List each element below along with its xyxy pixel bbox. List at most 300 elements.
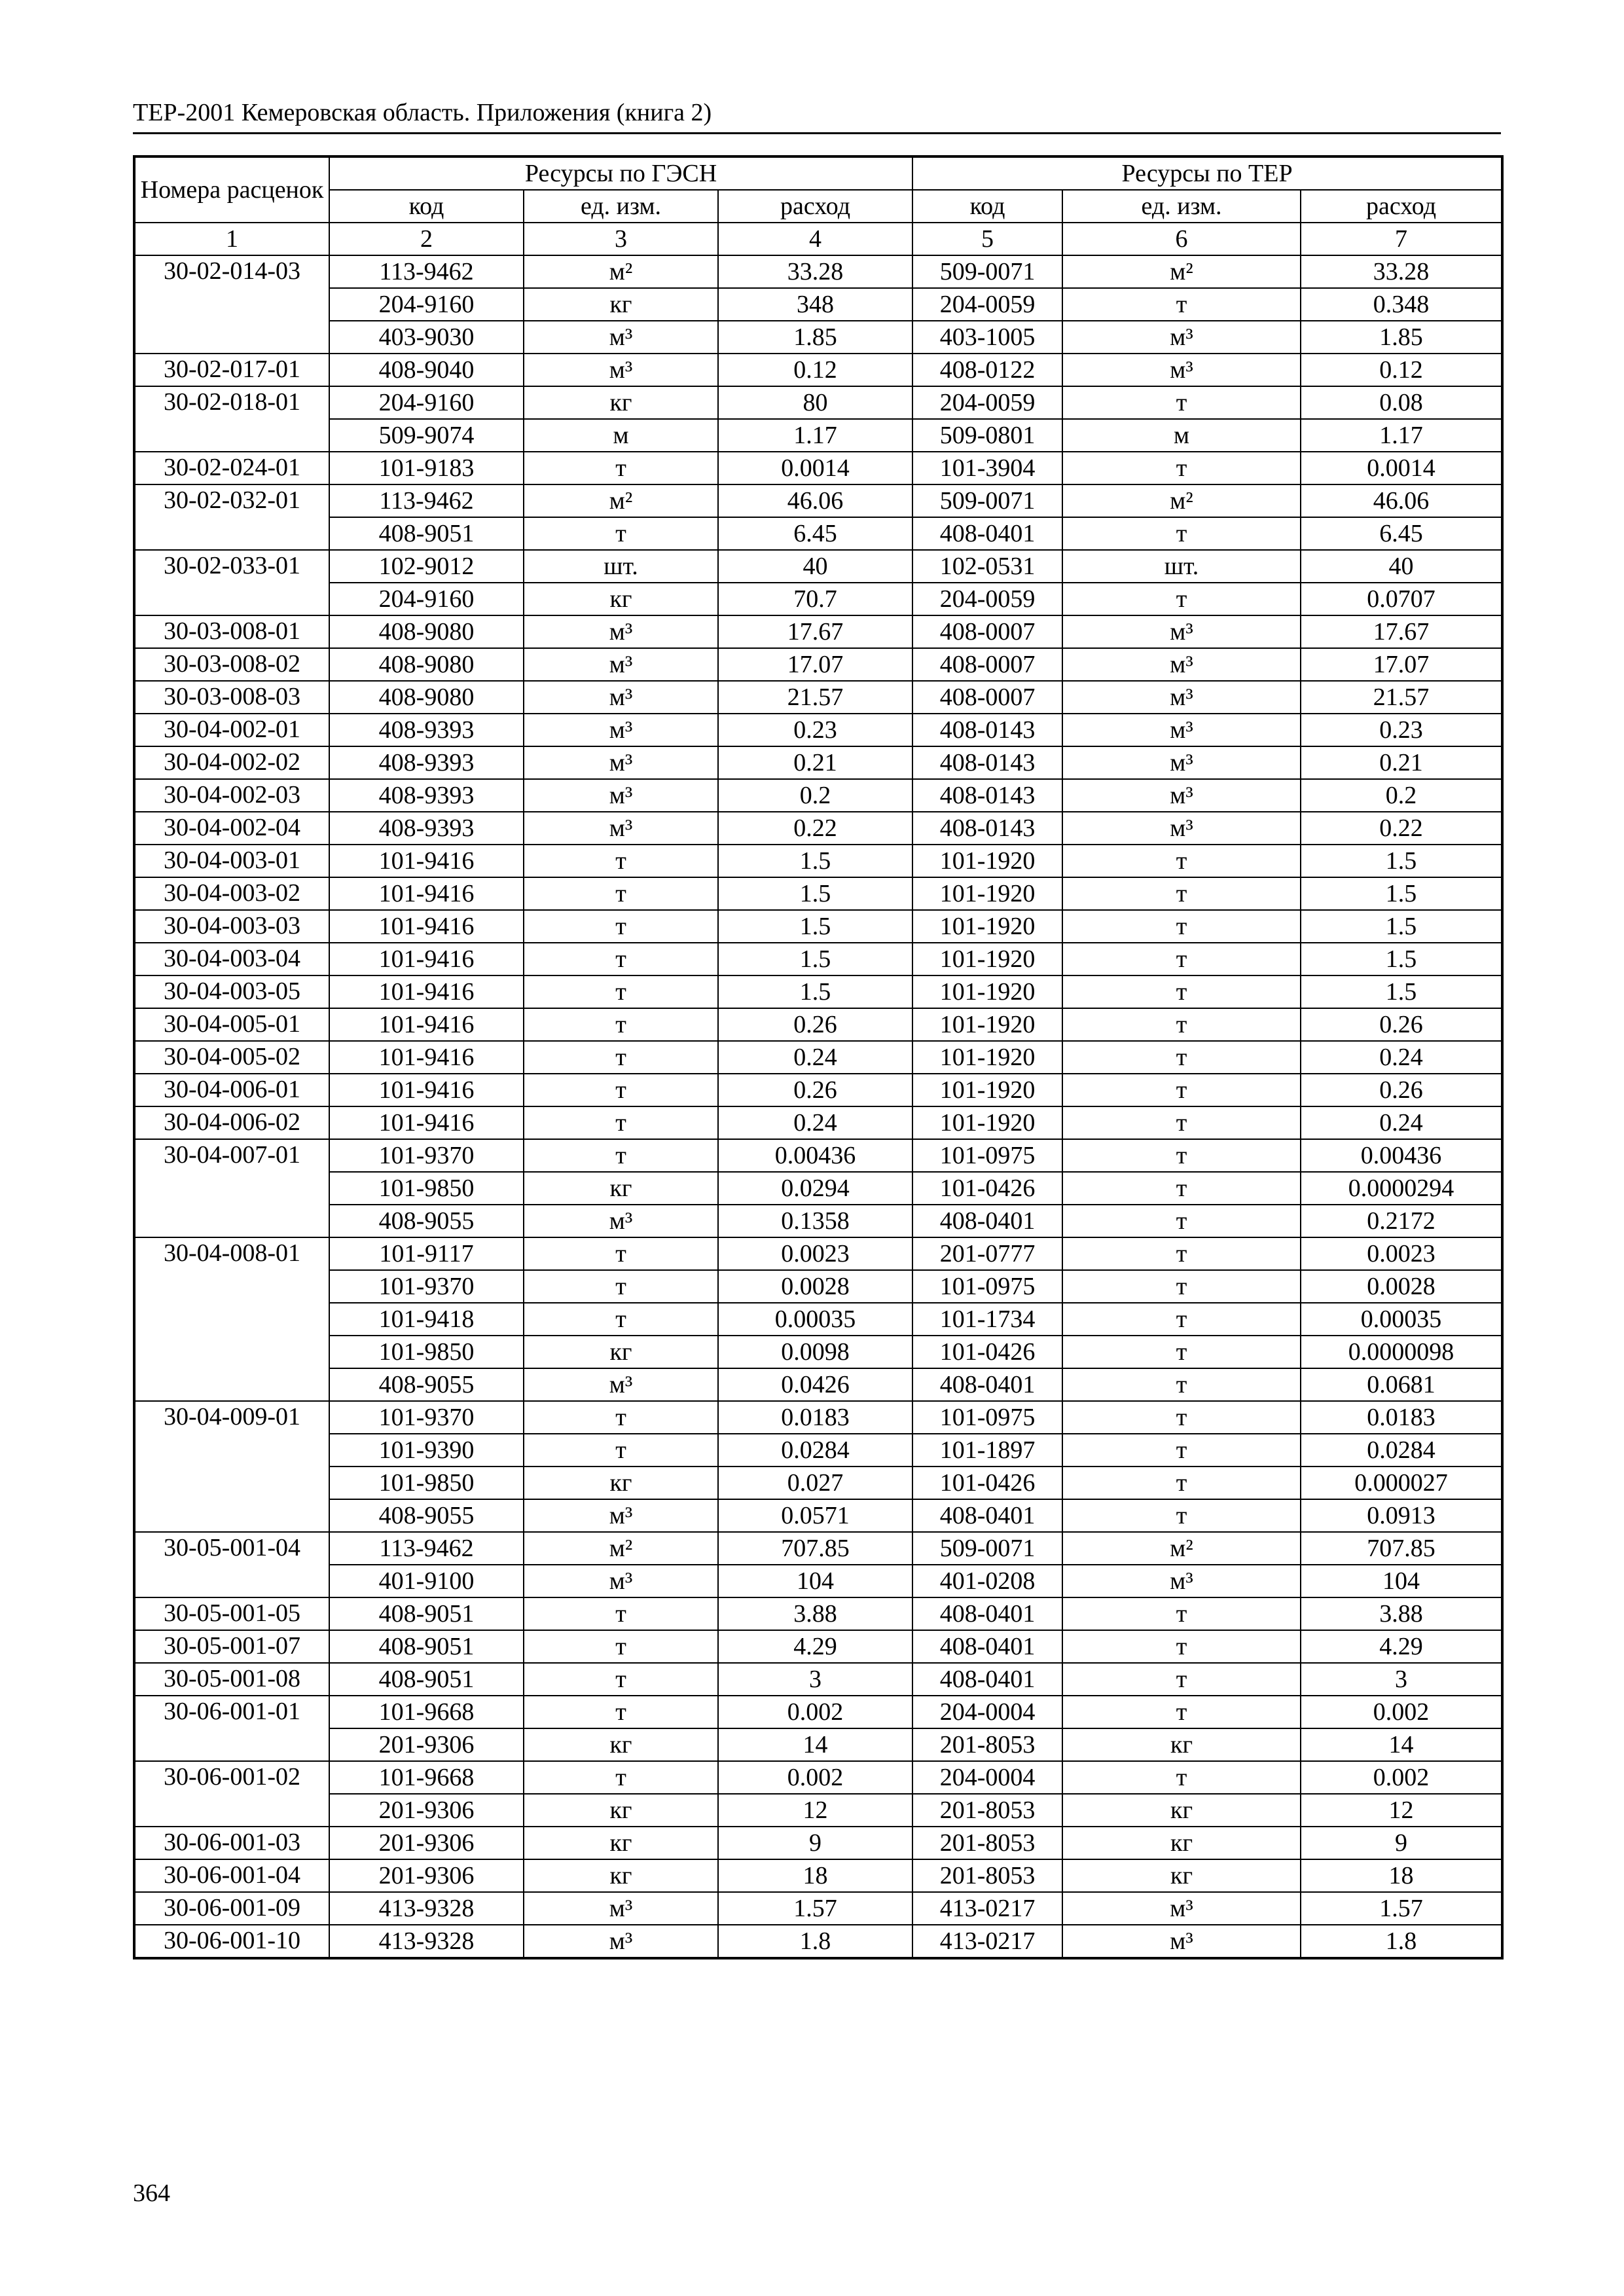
gesn-unit-cell: кг	[524, 1172, 718, 1205]
gesn-usage-cell: 9	[718, 1827, 912, 1859]
table-row	[134, 1467, 1502, 1499]
table-row	[134, 943, 1502, 975]
ter-code-cell: 408-0401	[912, 1597, 1062, 1630]
ter-unit-cell: м³	[1062, 648, 1301, 681]
ter-usage-cell: 46.06	[1301, 484, 1502, 517]
ter-usage-cell: 0.2	[1301, 779, 1502, 812]
ter-code-cell: 204-0004	[912, 1761, 1062, 1794]
ter-code-cell: 413-0217	[912, 1892, 1062, 1925]
ter-unit-cell: кг	[1062, 1794, 1301, 1827]
ter-unit-cell: м³	[1062, 615, 1301, 648]
ter-code-cell: 101-0975	[912, 1401, 1062, 1434]
ter-code-cell: 101-1920	[912, 1041, 1062, 1074]
ter-unit-cell: т	[1062, 943, 1301, 975]
col-index: 7	[1301, 223, 1502, 255]
gesn-usage-cell: 1.85	[718, 321, 912, 354]
ter-unit-cell: т	[1062, 583, 1301, 615]
ter-code-cell: 101-1734	[912, 1303, 1062, 1336]
gesn-unit-cell: м³	[524, 681, 718, 714]
table-row	[134, 975, 1502, 1008]
table-row	[134, 1139, 1502, 1172]
gesn-unit-cell: м³	[524, 354, 718, 386]
rate-number-cell: 30-06-001-04	[134, 1859, 329, 1892]
ter-code-cell: 509-0071	[912, 1532, 1062, 1565]
gesn-unit-cell: т	[524, 1434, 718, 1467]
gesn-unit-cell: т	[524, 452, 718, 484]
ter-code-cell: 201-8053	[912, 1827, 1062, 1859]
gesn-code-cell: 408-9055	[329, 1368, 524, 1401]
gesn-unit-cell: м³	[524, 1565, 718, 1597]
col-header-gesn-unit: ед. изм.	[524, 190, 718, 223]
ter-code-cell: 101-0975	[912, 1139, 1062, 1172]
gesn-unit-cell: кг	[524, 1794, 718, 1827]
gesn-code-cell: 101-9416	[329, 877, 524, 910]
rate-number-cell: 30-02-017-01	[134, 354, 329, 386]
gesn-unit-cell: м³	[524, 648, 718, 681]
rate-number-cell: 30-02-014-03	[134, 255, 329, 354]
ter-unit-cell: т	[1062, 1663, 1301, 1696]
gesn-code-cell: 413-9328	[329, 1925, 524, 1958]
ter-code-cell: 101-3904	[912, 452, 1062, 484]
table-row	[134, 1925, 1502, 1958]
gesn-code-cell: 201-9306	[329, 1827, 524, 1859]
ter-code-cell: 101-1920	[912, 845, 1062, 877]
table-row	[134, 1696, 1502, 1728]
gesn-usage-cell: 1.5	[718, 877, 912, 910]
ter-usage-cell: 1.8	[1301, 1925, 1502, 1958]
gesn-usage-cell: 707.85	[718, 1532, 912, 1565]
ter-code-cell: 408-0122	[912, 354, 1062, 386]
ter-usage-cell: 1.5	[1301, 910, 1502, 943]
ter-usage-cell: 0.0284	[1301, 1434, 1502, 1467]
ter-usage-cell: 40	[1301, 550, 1502, 583]
ter-code-cell: 204-0059	[912, 583, 1062, 615]
col-index: 6	[1062, 223, 1301, 255]
ter-unit-cell: кг	[1062, 1827, 1301, 1859]
rate-number-cell: 30-04-002-03	[134, 779, 329, 812]
table-row	[134, 452, 1502, 484]
table-row	[134, 910, 1502, 943]
ter-unit-cell: т	[1062, 1074, 1301, 1106]
ter-code-cell: 101-1920	[912, 1106, 1062, 1139]
gesn-usage-cell: 6.45	[718, 517, 912, 550]
ter-code-cell: 403-1005	[912, 321, 1062, 354]
ter-code-cell: 102-0531	[912, 550, 1062, 583]
gesn-unit-cell: т	[524, 1696, 718, 1728]
col-header-ter-code: код	[912, 190, 1062, 223]
ter-code-cell: 408-0007	[912, 681, 1062, 714]
gesn-usage-cell: 0.21	[718, 746, 912, 779]
ter-unit-cell: м³	[1062, 812, 1301, 845]
page-header-title: ТЕР-2001 Кемеровская область. Приложения (книга 2)	[133, 99, 712, 126]
gesn-code-cell: 408-9080	[329, 615, 524, 648]
gesn-usage-cell: 104	[718, 1565, 912, 1597]
ter-unit-cell: т	[1062, 1205, 1301, 1237]
rate-number-cell: 30-06-001-03	[134, 1827, 329, 1859]
rate-number-cell: 30-02-018-01	[134, 386, 329, 452]
gesn-unit-cell: кг	[524, 1827, 718, 1859]
gesn-usage-cell: 0.2	[718, 779, 912, 812]
gesn-code-cell: 201-9306	[329, 1859, 524, 1892]
ter-code-cell: 101-1920	[912, 877, 1062, 910]
gesn-unit-cell: т	[524, 1074, 718, 1106]
page-number: 364	[133, 2179, 170, 2207]
gesn-unit-cell: т	[524, 1139, 718, 1172]
gesn-usage-cell: 1.5	[718, 845, 912, 877]
rate-number-cell: 30-04-003-05	[134, 975, 329, 1008]
ter-code-cell: 101-1897	[912, 1434, 1062, 1467]
ter-code-cell: 408-0143	[912, 779, 1062, 812]
gesn-usage-cell: 70.7	[718, 583, 912, 615]
ter-code-cell: 408-0401	[912, 1205, 1062, 1237]
rate-number-cell: 30-05-001-04	[134, 1532, 329, 1597]
ter-unit-cell: м²	[1062, 484, 1301, 517]
gesn-code-cell: 113-9462	[329, 1532, 524, 1565]
ter-unit-cell: м³	[1062, 1565, 1301, 1597]
gesn-usage-cell: 1.8	[718, 1925, 912, 1958]
table-row	[134, 1106, 1502, 1139]
table-row	[134, 1434, 1502, 1467]
ter-code-cell: 408-0401	[912, 1663, 1062, 1696]
gesn-unit-cell: м	[524, 419, 718, 452]
ter-usage-cell: 0.21	[1301, 746, 1502, 779]
gesn-code-cell: 101-9416	[329, 1008, 524, 1041]
table-row	[134, 255, 1502, 288]
ter-usage-cell: 0.0183	[1301, 1401, 1502, 1434]
rate-number-cell: 30-04-008-01	[134, 1237, 329, 1401]
gesn-usage-cell: 3.88	[718, 1597, 912, 1630]
ter-usage-cell: 6.45	[1301, 517, 1502, 550]
ter-unit-cell: т	[1062, 1368, 1301, 1401]
ter-usage-cell: 1.17	[1301, 419, 1502, 452]
ter-usage-cell: 0.0913	[1301, 1499, 1502, 1532]
gesn-code-cell: 408-9393	[329, 746, 524, 779]
ter-usage-cell: 17.07	[1301, 648, 1502, 681]
rate-number-cell: 30-06-001-09	[134, 1892, 329, 1925]
gesn-code-cell: 101-9668	[329, 1696, 524, 1728]
ter-unit-cell: т	[1062, 386, 1301, 419]
ter-usage-cell: 3	[1301, 1663, 1502, 1696]
gesn-usage-cell: 1.5	[718, 943, 912, 975]
col-index: 4	[718, 223, 912, 255]
table-row	[134, 1630, 1502, 1663]
ter-code-cell: 408-0007	[912, 648, 1062, 681]
gesn-usage-cell: 0.26	[718, 1074, 912, 1106]
ter-code-cell: 101-1920	[912, 1074, 1062, 1106]
gesn-usage-cell: 0.00035	[718, 1303, 912, 1336]
ter-code-cell: 201-8053	[912, 1794, 1062, 1827]
rate-number-cell: 30-04-007-01	[134, 1139, 329, 1237]
ter-usage-cell: 0.2172	[1301, 1205, 1502, 1237]
table-body	[134, 255, 1502, 1958]
col-header-ter-usage: расход	[1301, 190, 1502, 223]
gesn-usage-cell: 4.29	[718, 1630, 912, 1663]
ter-unit-cell: т	[1062, 1597, 1301, 1630]
gesn-usage-cell: 1.5	[718, 975, 912, 1008]
rate-number-cell: 30-04-003-02	[134, 877, 329, 910]
ter-usage-cell: 1.85	[1301, 321, 1502, 354]
gesn-unit-cell: т	[524, 975, 718, 1008]
gesn-unit-cell: т	[524, 1761, 718, 1794]
table-head-row-sub	[134, 190, 1502, 223]
gesn-usage-cell: 17.07	[718, 648, 912, 681]
ter-code-cell: 101-0975	[912, 1270, 1062, 1303]
gesn-code-cell: 101-9850	[329, 1172, 524, 1205]
ter-unit-cell: т	[1062, 1041, 1301, 1074]
ter-unit-cell: т	[1062, 1630, 1301, 1663]
gesn-unit-cell: м³	[524, 1925, 718, 1958]
ter-unit-cell: т	[1062, 910, 1301, 943]
col-index: 3	[524, 223, 718, 255]
ter-usage-cell: 0.26	[1301, 1074, 1502, 1106]
table-row	[134, 1827, 1502, 1859]
rate-number-cell: 30-04-006-01	[134, 1074, 329, 1106]
table-row	[134, 321, 1502, 354]
ter-usage-cell: 4.29	[1301, 1630, 1502, 1663]
col-header-gesn-code: код	[329, 190, 524, 223]
gesn-code-cell: 204-9160	[329, 386, 524, 419]
ter-usage-cell: 707.85	[1301, 1532, 1502, 1565]
ter-unit-cell: т	[1062, 1467, 1301, 1499]
rate-number-cell: 30-05-001-07	[134, 1630, 329, 1663]
ter-unit-cell: т	[1062, 517, 1301, 550]
gesn-unit-cell: кг	[524, 288, 718, 321]
gesn-usage-cell: 0.0183	[718, 1401, 912, 1434]
rate-number-cell: 30-04-002-04	[134, 812, 329, 845]
gesn-unit-cell: м³	[524, 1892, 718, 1925]
gesn-code-cell: 204-9160	[329, 288, 524, 321]
gesn-unit-cell: м²	[524, 255, 718, 288]
gesn-unit-cell: кг	[524, 583, 718, 615]
ter-usage-cell: 0.002	[1301, 1761, 1502, 1794]
gesn-unit-cell: т	[524, 1401, 718, 1434]
gesn-code-cell: 101-9416	[329, 1041, 524, 1074]
ter-code-cell: 408-0143	[912, 714, 1062, 746]
table-row	[134, 354, 1502, 386]
gesn-usage-cell: 14	[718, 1728, 912, 1761]
gesn-usage-cell: 80	[718, 386, 912, 419]
gesn-code-cell: 401-9100	[329, 1565, 524, 1597]
ter-usage-cell: 0.0000294	[1301, 1172, 1502, 1205]
gesn-unit-cell: т	[524, 1303, 718, 1336]
ter-code-cell: 408-0007	[912, 615, 1062, 648]
table-row	[134, 1794, 1502, 1827]
table-row	[134, 1859, 1502, 1892]
table-row	[134, 1499, 1502, 1532]
ter-unit-cell: т	[1062, 1434, 1301, 1467]
gesn-usage-cell: 1.17	[718, 419, 912, 452]
rate-number-cell: 30-04-003-03	[134, 910, 329, 943]
ter-usage-cell: 21.57	[1301, 681, 1502, 714]
ter-unit-cell: т	[1062, 1106, 1301, 1139]
rate-number-cell: 30-02-032-01	[134, 484, 329, 550]
gesn-unit-cell: м³	[524, 714, 718, 746]
ter-unit-cell: м	[1062, 419, 1301, 452]
ter-usage-cell: 0.000027	[1301, 1467, 1502, 1499]
table-row	[134, 877, 1502, 910]
gesn-usage-cell: 0.0098	[718, 1336, 912, 1368]
ter-code-cell: 408-0401	[912, 1499, 1062, 1532]
table-row	[134, 1336, 1502, 1368]
gesn-usage-cell: 348	[718, 288, 912, 321]
ter-usage-cell: 0.0014	[1301, 452, 1502, 484]
gesn-code-cell: 201-9306	[329, 1794, 524, 1827]
ter-unit-cell: т	[1062, 1696, 1301, 1728]
ter-usage-cell: 0.23	[1301, 714, 1502, 746]
gesn-unit-cell: м³	[524, 1499, 718, 1532]
table-row	[134, 845, 1502, 877]
col-header-rate-numbers: Номера расценок	[134, 156, 329, 223]
ter-unit-cell: м³	[1062, 321, 1301, 354]
ter-usage-cell: 1.5	[1301, 975, 1502, 1008]
ter-code-cell: 408-0401	[912, 517, 1062, 550]
ter-code-cell: 201-8053	[912, 1728, 1062, 1761]
table-row	[134, 386, 1502, 419]
ter-unit-cell: т	[1062, 1172, 1301, 1205]
gesn-code-cell: 102-9012	[329, 550, 524, 583]
gesn-unit-cell: т	[524, 1270, 718, 1303]
gesn-unit-cell: т	[524, 1663, 718, 1696]
ter-code-cell: 408-0401	[912, 1368, 1062, 1401]
table-row	[134, 517, 1502, 550]
ter-code-cell: 201-0777	[912, 1237, 1062, 1270]
rate-number-cell: 30-03-008-01	[134, 615, 329, 648]
gesn-code-cell: 101-9668	[329, 1761, 524, 1794]
table-row	[134, 1663, 1502, 1696]
ter-usage-cell: 0.08	[1301, 386, 1502, 419]
rate-number-cell: 30-04-003-04	[134, 943, 329, 975]
ter-code-cell: 408-0143	[912, 746, 1062, 779]
table-row	[134, 1565, 1502, 1597]
ter-unit-cell: шт.	[1062, 550, 1301, 583]
ter-usage-cell: 0.00436	[1301, 1139, 1502, 1172]
ter-usage-cell: 0.26	[1301, 1008, 1502, 1041]
table-row	[134, 714, 1502, 746]
gesn-code-cell: 101-9416	[329, 975, 524, 1008]
table-row	[134, 484, 1502, 517]
ter-unit-cell: т	[1062, 1270, 1301, 1303]
gesn-unit-cell: м³	[524, 615, 718, 648]
gesn-code-cell: 204-9160	[329, 583, 524, 615]
ter-unit-cell: м³	[1062, 1925, 1301, 1958]
ter-unit-cell: т	[1062, 877, 1301, 910]
ter-code-cell: 101-0426	[912, 1467, 1062, 1499]
ter-code-cell: 101-1920	[912, 943, 1062, 975]
gesn-usage-cell: 0.22	[718, 812, 912, 845]
rate-number-cell: 30-04-002-02	[134, 746, 329, 779]
ter-code-cell: 408-0143	[912, 812, 1062, 845]
ter-unit-cell: м³	[1062, 746, 1301, 779]
gesn-unit-cell: т	[524, 1597, 718, 1630]
gesn-code-cell: 413-9328	[329, 1892, 524, 1925]
gesn-unit-cell: кг	[524, 1467, 718, 1499]
ter-usage-cell: 0.12	[1301, 354, 1502, 386]
rate-number-cell: 30-06-001-01	[134, 1696, 329, 1761]
gesn-code-cell: 408-9040	[329, 354, 524, 386]
col-index: 1	[134, 223, 329, 255]
table-row	[134, 812, 1502, 845]
col-header-gesn-usage: расход	[718, 190, 912, 223]
table-row	[134, 615, 1502, 648]
gesn-usage-cell: 1.57	[718, 1892, 912, 1925]
gesn-usage-cell: 0.0284	[718, 1434, 912, 1467]
gesn-code-cell: 408-9393	[329, 779, 524, 812]
gesn-code-cell: 113-9462	[329, 484, 524, 517]
table-row	[134, 1041, 1502, 1074]
gesn-unit-cell: м³	[524, 1368, 718, 1401]
ter-usage-cell: 0.24	[1301, 1106, 1502, 1139]
table-row	[134, 550, 1502, 583]
col-header-ter-unit: ед. изм.	[1062, 190, 1301, 223]
ter-unit-cell: м²	[1062, 255, 1301, 288]
ter-unit-cell: м³	[1062, 681, 1301, 714]
gesn-unit-cell: т	[524, 845, 718, 877]
ter-code-cell: 101-0426	[912, 1172, 1062, 1205]
gesn-unit-cell: т	[524, 877, 718, 910]
table-row	[134, 1303, 1502, 1336]
ter-unit-cell: т	[1062, 1008, 1301, 1041]
gesn-usage-cell: 3	[718, 1663, 912, 1696]
table-row	[134, 1401, 1502, 1434]
gesn-usage-cell: 0.12	[718, 354, 912, 386]
gesn-usage-cell: 0.027	[718, 1467, 912, 1499]
gesn-unit-cell: т	[524, 1106, 718, 1139]
ter-unit-cell: т	[1062, 1303, 1301, 1336]
ter-code-cell: 204-0059	[912, 288, 1062, 321]
gesn-unit-cell: кг	[524, 1859, 718, 1892]
table-row	[134, 583, 1502, 615]
gesn-usage-cell: 17.67	[718, 615, 912, 648]
table-row	[134, 1008, 1502, 1041]
ter-usage-cell: 3.88	[1301, 1597, 1502, 1630]
gesn-unit-cell: м²	[524, 484, 718, 517]
gesn-code-cell: 113-9462	[329, 255, 524, 288]
gesn-unit-cell: м³	[524, 321, 718, 354]
table-head-row-index	[134, 223, 1502, 255]
table-row	[134, 1532, 1502, 1565]
ter-usage-cell: 0.22	[1301, 812, 1502, 845]
table-head	[134, 156, 1502, 255]
gesn-usage-cell: 0.0023	[718, 1237, 912, 1270]
ter-usage-cell: 14	[1301, 1728, 1502, 1761]
gesn-unit-cell: кг	[524, 1336, 718, 1368]
ter-code-cell: 408-0401	[912, 1630, 1062, 1663]
ter-unit-cell: т	[1062, 1237, 1301, 1270]
ter-code-cell: 204-0004	[912, 1696, 1062, 1728]
gesn-usage-cell: 40	[718, 550, 912, 583]
ter-unit-cell: м³	[1062, 779, 1301, 812]
ter-code-cell: 101-0426	[912, 1336, 1062, 1368]
ter-unit-cell: т	[1062, 288, 1301, 321]
gesn-code-cell: 408-9051	[329, 1630, 524, 1663]
rate-number-cell: 30-04-009-01	[134, 1401, 329, 1532]
gesn-usage-cell: 0.00436	[718, 1139, 912, 1172]
gesn-code-cell: 101-9416	[329, 910, 524, 943]
rate-number-cell: 30-05-001-05	[134, 1597, 329, 1630]
gesn-unit-cell: т	[524, 1041, 718, 1074]
gesn-code-cell: 101-9850	[329, 1336, 524, 1368]
table-row	[134, 648, 1502, 681]
rate-number-cell: 30-04-003-01	[134, 845, 329, 877]
gesn-code-cell: 408-9393	[329, 714, 524, 746]
rate-number-cell: 30-02-024-01	[134, 452, 329, 484]
ter-code-cell: 101-1920	[912, 910, 1062, 943]
gesn-code-cell: 101-9416	[329, 1074, 524, 1106]
gesn-usage-cell: 0.26	[718, 1008, 912, 1041]
gesn-usage-cell: 0.24	[718, 1041, 912, 1074]
table-row	[134, 1270, 1502, 1303]
ter-unit-cell: м³	[1062, 354, 1301, 386]
